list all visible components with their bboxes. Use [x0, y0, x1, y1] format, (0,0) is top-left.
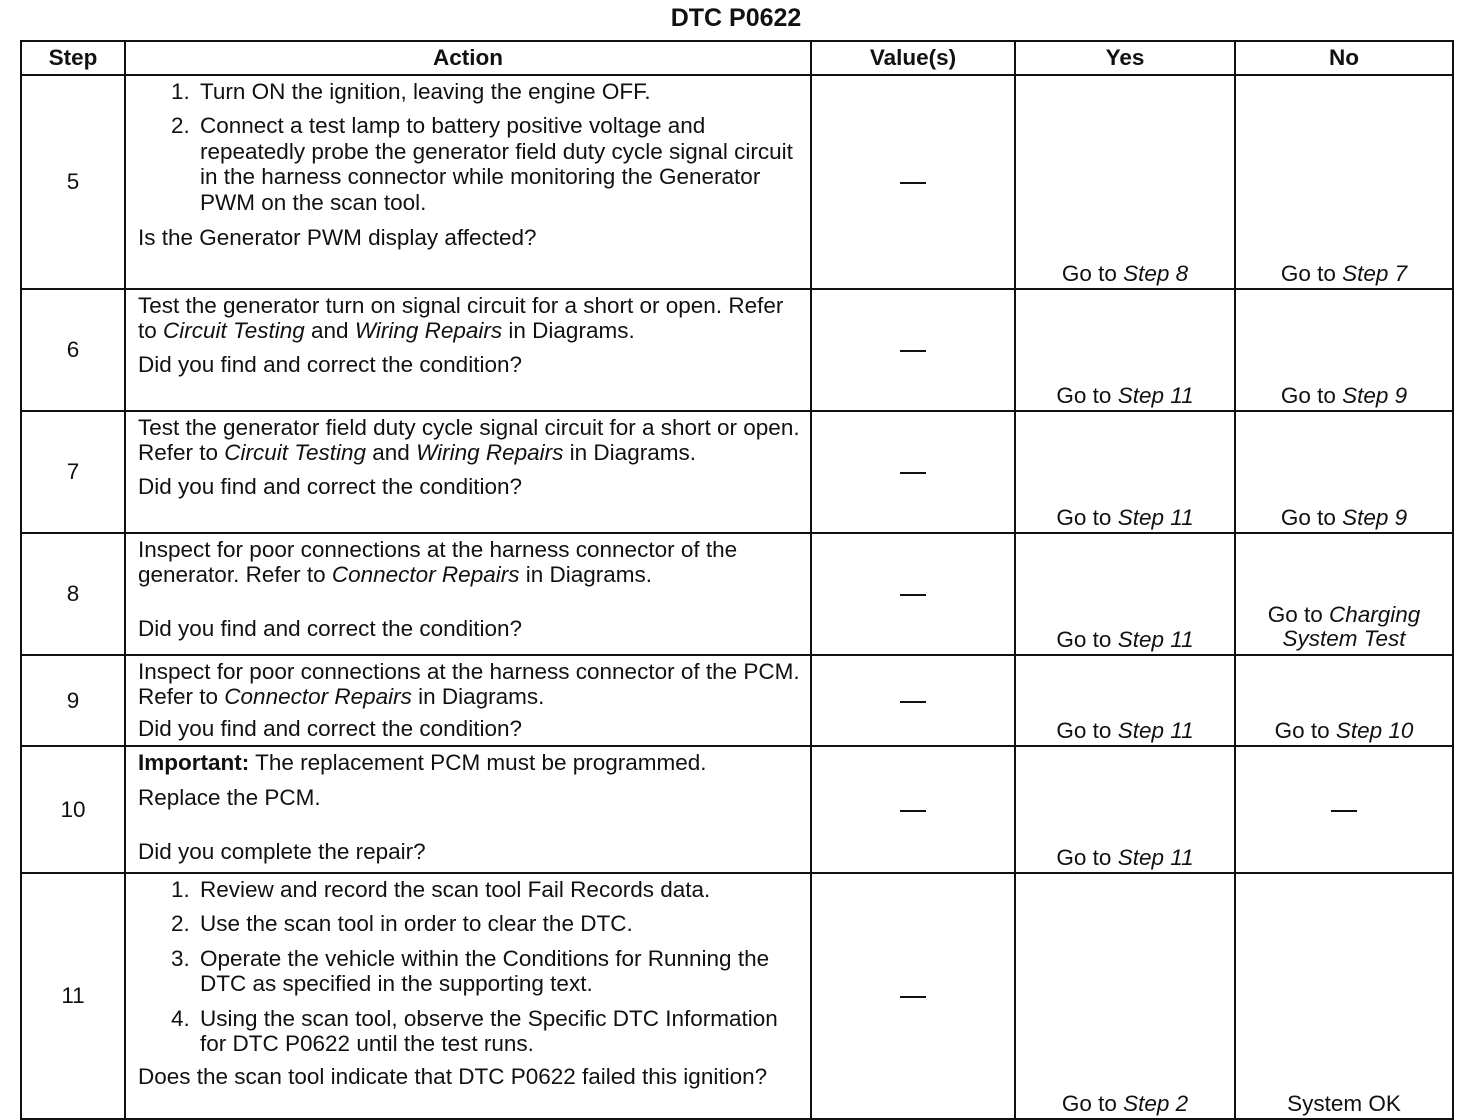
important-label: Important:	[138, 750, 250, 775]
list-item: 2. Use the scan tool in order to clear the DTC.	[196, 911, 802, 936]
yes-prefix: Go to	[1061, 1090, 1124, 1116]
action-text	[138, 537, 802, 588]
table-row	[21, 533, 1453, 655]
yes-prefix: Go to	[1061, 260, 1124, 286]
header-no: No	[1235, 41, 1453, 75]
action-cell	[125, 746, 811, 873]
action-cell	[125, 289, 811, 411]
yes-target: Step 11	[1117, 844, 1194, 870]
no-cell: System OK	[1235, 873, 1453, 1119]
no-target: Step 9	[1342, 382, 1408, 408]
ref-circuit-testing: Circuit Testing	[224, 440, 367, 466]
action-text-part: Test the generator turn on signal circuit for a short or open. Refer to	[138, 293, 784, 344]
no-prefix: Go to	[1267, 601, 1329, 627]
value-cell	[811, 75, 1015, 289]
important-note	[138, 750, 802, 775]
table-row	[21, 289, 1453, 411]
ref-wiring-repairs: Wiring Repairs	[354, 318, 503, 344]
ref-circuit-testing: Circuit Testing	[163, 318, 305, 344]
action-text-part: in Diagrams.	[563, 440, 696, 466]
action-text-part: in Diagrams.	[519, 562, 653, 588]
spacer	[138, 588, 802, 616]
action-list	[138, 877, 802, 1057]
no-target: Step 10	[1335, 717, 1414, 743]
yes-target: Step 11	[1117, 382, 1194, 408]
value-cell	[811, 411, 1015, 533]
header-action: Action	[125, 41, 811, 75]
yes-target: Step 11	[1117, 626, 1194, 652]
yes-cell	[1015, 655, 1235, 746]
no-prefix: Go to	[1280, 260, 1343, 286]
yes-prefix: Go to	[1056, 717, 1118, 743]
yes-prefix: Go to	[1056, 382, 1118, 408]
action-text-part: in Diagrams.	[411, 684, 545, 710]
no-cell	[1235, 655, 1453, 746]
yes-target: Step 11	[1117, 717, 1194, 743]
step-number: 11	[21, 873, 125, 1119]
yes-cell	[1015, 289, 1235, 411]
yes-cell	[1015, 411, 1235, 533]
table-row	[21, 873, 1453, 1119]
action-question: Does the scan tool indicate that DTC P0622 failed this ignition?	[138, 1063, 768, 1089]
step-number: 6	[21, 289, 125, 411]
no-target: Charging System Test	[1282, 601, 1421, 652]
yes-cell	[1015, 873, 1235, 1119]
value-dash	[900, 594, 926, 596]
value-cell	[811, 655, 1015, 746]
list-item: 2. Connect a test lamp to battery positive voltage and repeatedly probe the generator field duty cycle signal circuit in the harness connector while monitoring the Generator PWM on the scan tool.	[196, 113, 802, 215]
value-dash	[900, 472, 926, 474]
list-item: 3. Operate the vehicle within the Conditions for Running the DTC as specified in the supporting text.	[196, 946, 802, 997]
no-prefix: Go to	[1280, 382, 1343, 408]
value-dash	[900, 810, 926, 812]
action-question: Did you find and correct the condition?	[138, 351, 522, 377]
action-cell	[125, 411, 811, 533]
action-text-part: in Diagrams.	[502, 318, 635, 344]
no-prefix: Go to	[1280, 504, 1343, 530]
no-cell	[1235, 75, 1453, 289]
no-cell	[1235, 533, 1453, 655]
action-list	[138, 79, 802, 215]
step-number: 9	[21, 655, 125, 746]
value-cell	[811, 873, 1015, 1119]
action-cell	[125, 655, 811, 746]
action-cell	[125, 75, 811, 289]
yes-prefix: Go to	[1056, 844, 1118, 870]
action-question: Did you find and correct the condition?	[138, 715, 522, 741]
value-cell	[811, 289, 1015, 411]
header-step: Step	[21, 41, 125, 75]
yes-prefix: Go to	[1056, 626, 1118, 652]
ref-connector-repairs: Connector Repairs	[224, 684, 412, 710]
yes-target: Step 11	[1117, 504, 1194, 530]
action-text	[138, 659, 802, 710]
value-dash	[900, 182, 926, 184]
value-cell	[811, 533, 1015, 655]
step-number: 10	[21, 746, 125, 873]
table-row	[21, 75, 1453, 289]
no-cell	[1235, 746, 1453, 873]
list-item: 1. Review and record the scan tool Fail Records data.	[196, 877, 802, 902]
important-text: The replacement PCM must be programmed.	[249, 750, 707, 775]
action-question: Is the Generator PWM display affected?	[138, 225, 537, 251]
action-question: Did you find and correct the condition?	[138, 473, 522, 499]
step-number: 5	[21, 75, 125, 289]
value-dash	[900, 996, 926, 998]
value-dash	[900, 701, 926, 703]
step-number: 7	[21, 411, 125, 533]
list-item: 1. Turn ON the ignition, leaving the engine OFF.	[196, 79, 802, 104]
header-yes: Yes	[1015, 41, 1235, 75]
action-cell	[125, 873, 811, 1119]
action-text: Replace the PCM.	[138, 785, 321, 811]
action-cell	[125, 533, 811, 655]
table-row	[21, 746, 1453, 873]
header-row	[21, 41, 1453, 75]
value-dash	[900, 350, 926, 352]
yes-target: Step 2	[1123, 1090, 1189, 1116]
no-target: Step 9	[1342, 504, 1408, 530]
action-text-part: Inspect for poor connections at the harness connector of the PCM. Refer to	[138, 659, 800, 710]
ref-wiring-repairs: Wiring Repairs	[416, 440, 564, 466]
table-row	[21, 655, 1453, 746]
yes-prefix: Go to	[1056, 504, 1118, 530]
yes-target: Step 8	[1123, 260, 1189, 286]
action-question: Did you complete the repair?	[138, 838, 426, 864]
action-text-part: Test the generator field duty cycle signal circuit for a short or open. Refer to	[138, 415, 800, 466]
action-question: Did you find and correct the condition?	[138, 615, 522, 641]
action-text	[138, 415, 802, 466]
header-values: Value(s)	[811, 41, 1015, 75]
table-row	[21, 411, 1453, 533]
spacer	[138, 811, 802, 839]
action-text	[138, 293, 802, 344]
step-number: 8	[21, 533, 125, 655]
yes-cell	[1015, 533, 1235, 655]
yes-cell	[1015, 75, 1235, 289]
diagnostic-table	[20, 40, 1454, 1120]
no-cell	[1235, 289, 1453, 411]
no-dash	[1331, 810, 1357, 812]
action-text-part: Inspect for poor connections at the harness connector of the generator. Refer to	[138, 537, 738, 588]
no-prefix: Go to	[1274, 717, 1336, 743]
action-text-part: and	[304, 318, 355, 344]
list-item: 4. Using the scan tool, observe the Specific DTC Information for DTC P0622 until the test runs.	[196, 1006, 802, 1057]
ref-connector-repairs: Connector Repairs	[331, 562, 520, 588]
value-cell	[811, 746, 1015, 873]
action-text-part: and	[366, 440, 417, 466]
yes-cell	[1015, 746, 1235, 873]
no-target: Step 7	[1342, 260, 1408, 286]
page-title: DTC P0622	[670, 4, 802, 32]
no-cell	[1235, 411, 1453, 533]
